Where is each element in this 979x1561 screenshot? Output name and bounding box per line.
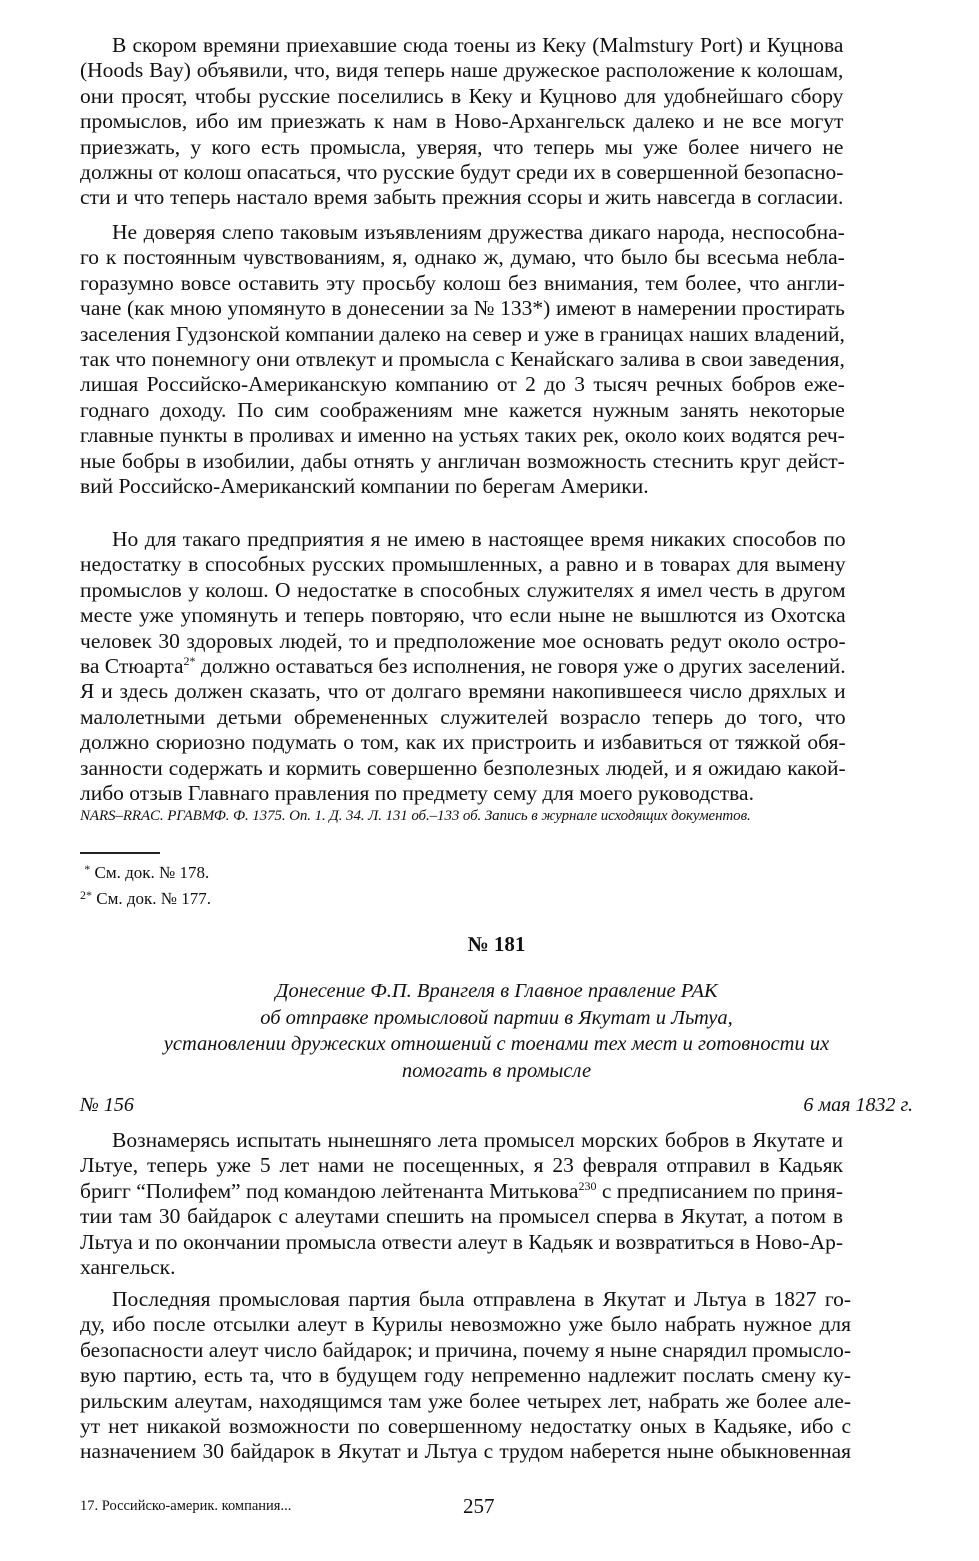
printer-signature: 17. Российско-америк. компания... bbox=[80, 1498, 292, 1514]
document-number: № 181 bbox=[467, 932, 526, 956]
text-line: рильским алеутам, находящимся там уже более четырех лет, набрать же более але- bbox=[80, 1388, 852, 1413]
footnote-text: См. док. № 177. bbox=[96, 889, 211, 908]
text-line: они просят, чтобы русские поселились в Кеку и Куцново для удобнейшаго сбору bbox=[80, 83, 844, 108]
text-line: должно сюриозно подумать о том, как их пристроить и избавиться от тяжкой обя- bbox=[80, 730, 846, 755]
text-line: вий Российско-Американский компании по берегам Америки. bbox=[80, 473, 649, 498]
text-line: безопасности алеут число байдарок; и причина, почему я ныне снарядил промысло- bbox=[80, 1337, 852, 1362]
text-line: промыслов у колош. О недостатке в способных служителях я имел честь в другом bbox=[80, 577, 846, 602]
text-line: Льтуе, теперь уже 5 лет нами не посещенных, я 23 февраля отправил в Кадьяк bbox=[80, 1153, 844, 1178]
title-line: Донесение Ф.П. Врангеля в Главное правление РАК bbox=[275, 980, 718, 1002]
paragraph-2 bbox=[80, 220, 845, 499]
document-title bbox=[50, 978, 943, 1084]
paragraph-4 bbox=[80, 1128, 843, 1280]
text-line: главные пункты в проливах и именно на устьях таких рек, около коих водятся реч- bbox=[80, 423, 845, 448]
text-line: промыслов, ибо им приезжать к нам в Ново-Архангельск далеко и не все могут bbox=[80, 109, 844, 134]
text-line: чане (как мною упомянуто в донесении за № 133*) имеют в намерении простирать bbox=[80, 296, 845, 321]
text-line: занности содержать и кормить совершенно безполезных людей, и я ожидаю какой- bbox=[80, 755, 846, 780]
text-line: лишая Российско-Американскую компанию от 2 до 3 тысяч речных бобров еже- bbox=[80, 372, 845, 397]
archival-source-note: NARS–RRAC. РГАВМФ. Ф. 1375. Оп. 1. Д. 34. Л. 131 об.–133 об. Запись в журнале исходящих документов. bbox=[80, 808, 751, 824]
text-line: приезжать, у кого есть промысла, уверяя, что теперь мы уже более ничего не bbox=[80, 134, 844, 159]
footnote-divider bbox=[80, 852, 160, 854]
text-line: Не доверяя слепо таковым изъявлениям дружества дикаго народа, неспособна- bbox=[112, 220, 845, 244]
paragraph-3 bbox=[80, 527, 846, 806]
text-fragment: должно оставаться без исполнения, не говоря уже о других заселений. bbox=[195, 653, 846, 678]
text-line: Но для такаго предприятия я не имею в настоящее время никаких способов по bbox=[112, 527, 846, 551]
text-fragment: ва Стюарта bbox=[80, 653, 184, 678]
text-line: должны от колош опасаться, что русские будут среди их в совершенной безопасно- bbox=[80, 159, 844, 184]
document-meta bbox=[80, 1094, 913, 1117]
text-line: ут нет никакой возможности по совершенному недостатку оных в Кадьяке, ибо с bbox=[80, 1413, 852, 1438]
text-line: назначением 30 байдарок в Якутат и Льтуа с трудом наберется ныне обыкновенная bbox=[80, 1439, 852, 1464]
endnote-ref[interactable]: 230 bbox=[578, 1178, 597, 1193]
text-line: ду, ибо после отсылки алеут в Курилы невозможно уже было набрать нужное для bbox=[80, 1312, 852, 1337]
footnote-mark: * bbox=[84, 862, 91, 876]
footnote-text: См. док. № 178. bbox=[94, 863, 210, 882]
text-line: (Hoods Bay) объявили, что, видя теперь наше дружеское расположение к колошам, bbox=[80, 58, 844, 83]
footnote bbox=[80, 858, 211, 884]
text-line: горазумно вовсе оставить эту просьбу колош без внимания, тем более, что англи- bbox=[80, 270, 845, 295]
text-line: сти и что теперь настало время забыть прежния ссоры и жить навсегда в согласии. bbox=[80, 185, 844, 210]
text-line: так что понемногу они отвлекут и промысла с Кенайскаго залива в свои заведения, bbox=[80, 346, 845, 371]
document-date: 6 мая 1832 г. bbox=[803, 1094, 913, 1116]
page-footer bbox=[80, 1494, 913, 1518]
text-line: Последняя промысловая партия была отправлена в Якутат и Льтуа в 1827 го- bbox=[112, 1287, 852, 1311]
text-line: го к постоянным чувствованиям, я, однако ж, думаю, что было бы всесьма небла- bbox=[80, 245, 845, 270]
text-line: месте уже упомянуть и теперь повторяю, что если ныне не вышлются из Охотска bbox=[80, 603, 846, 628]
text-line: В скором времяни приехавшие сюда тоены из Кеку (Malmstury Port) и Куцнова bbox=[112, 33, 844, 57]
outgoing-number: № 156 bbox=[80, 1094, 134, 1116]
paragraph-5 bbox=[80, 1287, 851, 1465]
page-number: 257 bbox=[463, 1494, 495, 1518]
text-line: Я и здесь должен сказать, что от долгаго времяни накопившееся число дряхлых и bbox=[80, 679, 846, 704]
text-fragment: бригг “Полифем” под командою лейтенанта Митькова bbox=[80, 1178, 579, 1203]
footnotes bbox=[80, 858, 211, 910]
paragraph-1 bbox=[80, 33, 843, 211]
text-line: годнаго доходу. По сим соображениям мне кажется нужным занять некоторые bbox=[80, 397, 845, 422]
text-line: Льтуа и по окончании промысла отвести алеут в Кадьяк и возвратиться в Ново-Ар- bbox=[80, 1229, 844, 1254]
text-line: хангельск. bbox=[80, 1254, 176, 1279]
footnote bbox=[80, 884, 211, 910]
text-fragment: с предписанием по приня- bbox=[596, 1178, 844, 1203]
text-line: Вознамерясь испытать нынешняго лета промысел морских бобров в Якутате и bbox=[112, 1128, 844, 1152]
text-line: недостатку в способных русских промышленных, а равно и в товарах для вымену bbox=[80, 552, 846, 577]
text-line-with-footnote bbox=[80, 1179, 843, 1204]
text-line: ные бобры в изобилии, дабы отнять у англичан возможность стеснить круг дейст- bbox=[80, 448, 845, 473]
text-line: тии там 30 байдарок с алеутами спешить на промысел сперва в Якутат, а потом в bbox=[80, 1204, 844, 1229]
text-line-with-footnote bbox=[80, 654, 846, 679]
text-line: либо отзыв Главнаго правления по предмету сему для моего руководства. bbox=[80, 780, 754, 805]
text-line: человек 30 здоровых людей, то и предположение мое основать редут около остро- bbox=[80, 628, 846, 653]
footnote-ref[interactable]: 2* bbox=[183, 653, 196, 668]
text-line: заселения Гудзонской компании далеко на север и уже в границах наших владений, bbox=[80, 321, 845, 346]
text-line: вую партию, есть та, что в будущем году непременно надлежит послать смену ку- bbox=[80, 1363, 852, 1388]
title-line: помогать в промысле bbox=[401, 1059, 592, 1082]
text-line: малолетными детьми обремененных служителей возрасло теперь до того, что bbox=[80, 704, 846, 729]
title-line: установлении дружеских отношений с тоенами тех мест и готовности их bbox=[163, 1033, 830, 1055]
footnote-mark: 2* bbox=[80, 888, 92, 902]
title-line: об отправке промысловой партии в Якутат и Льтуа, bbox=[260, 1006, 733, 1029]
